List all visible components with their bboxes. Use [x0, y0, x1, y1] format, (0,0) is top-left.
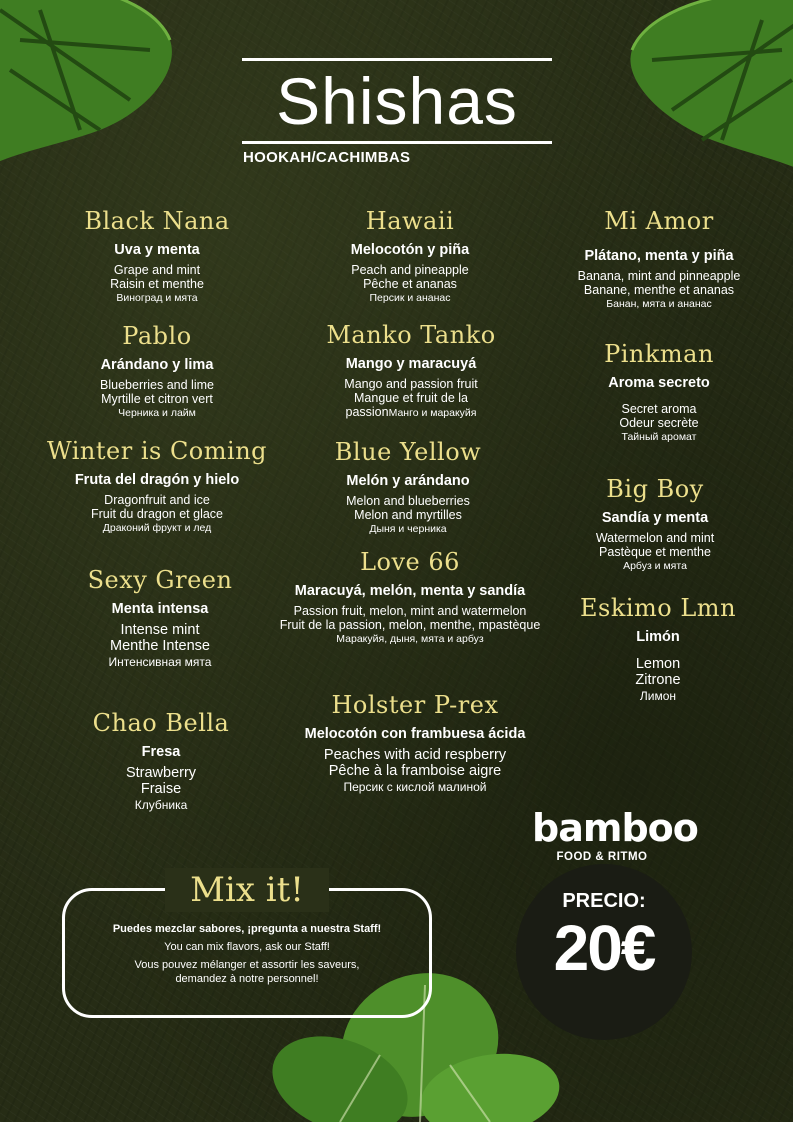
item-english: Dragonfruit and ice — [104, 493, 210, 507]
item-russian: Клубника — [134, 798, 188, 812]
menu-item-pablo — [100, 322, 214, 420]
item-french: Odeur secrète — [619, 416, 699, 430]
item-french: Banane, menthe et ananas — [583, 283, 735, 297]
item-spanish: Melón y arándano — [346, 473, 470, 489]
menu-item-black-nana — [84, 207, 229, 305]
item-english: Secret aroma — [621, 402, 697, 416]
mix-english: You can mix flavors, ask our Staff! — [164, 941, 330, 953]
item-french: Melon and myrtilles — [354, 508, 462, 522]
item-english: Grape and mint — [113, 263, 201, 277]
item-english: Mango and passion fruit — [344, 377, 478, 391]
menu-item-chao-bella — [93, 709, 230, 813]
item-russian: Дыня и черника — [369, 523, 447, 535]
price-value: 20€ — [553, 912, 655, 984]
mix-french-1: Vous pouvez mélanger et assortir les saveurs, — [134, 959, 360, 971]
brand-name: bamboo — [532, 806, 698, 850]
item-name: Holster P-rex — [331, 691, 499, 719]
item-english: Peaches with acid respberry — [323, 747, 507, 763]
item-english: Melon and blueberries — [346, 494, 470, 508]
item-russian: Персик с кислой малиной — [343, 780, 487, 794]
item-spanish: Melocotón y piña — [350, 242, 470, 258]
menu-item-pinkman — [604, 340, 714, 444]
item-russian: Черника и лайм — [118, 407, 196, 419]
item-name: Black Nana — [84, 207, 230, 235]
item-russian: Лимон — [639, 689, 677, 703]
item-english: Passion fruit, melon, mint and watermelon — [293, 604, 527, 618]
item-spanish: Uva y menta — [114, 242, 200, 258]
monstera-leaf-icon — [612, 0, 793, 180]
item-spanish: Fresa — [141, 744, 181, 760]
item-spanish: Limón — [636, 629, 680, 645]
menu-item-love-66 — [280, 548, 541, 646]
item-french: Mangue et fruit de la — [354, 391, 468, 405]
item-french: Raisin et menthe — [110, 277, 204, 291]
item-name: Manko Tanko — [326, 321, 496, 349]
menu-item-big-boy — [596, 475, 714, 573]
item-russian: Интенсивная мята — [108, 655, 212, 669]
item-french: Pêche à la framboise aigre — [328, 763, 502, 779]
item-french: Myrtille et citron vert — [101, 392, 213, 406]
menu-item-eskimo-lmn — [580, 594, 736, 704]
item-french: Menthe Intense — [110, 638, 210, 654]
menu-item-blue-yellow — [335, 438, 481, 536]
item-french: Fruit du dragon et glace — [90, 507, 224, 521]
brand-logo — [532, 806, 698, 863]
item-name: Pinkman — [604, 340, 714, 368]
item-name: Big Boy — [606, 475, 704, 503]
item-english: Blueberries and lime — [100, 378, 214, 392]
item-russian: Драконий фрукт и лед — [102, 522, 212, 534]
item-spanish: Maracuyá, melón, menta y sandía — [294, 583, 526, 599]
menu-item-mi-amor — [578, 207, 741, 311]
item-french: Zitrone — [635, 672, 681, 688]
brand-tagline: FOOD & RITMO — [556, 851, 648, 863]
item-spanish: Menta intensa — [111, 601, 209, 617]
page-title: Shishas — [276, 64, 518, 138]
item-name: Mi Amor — [604, 207, 714, 235]
item-english: Peach and pineapple — [351, 263, 469, 277]
item-russian: Арбуз и мята — [623, 560, 687, 572]
item-english: Lemon — [635, 656, 681, 672]
item-name: Hawaii — [365, 207, 455, 235]
item-french: Pastèque et menthe — [599, 545, 711, 559]
item-spanish: Melocotón con frambuesa ácida — [304, 726, 526, 742]
price-badge — [516, 864, 692, 1040]
item-english: Watermelon and mint — [595, 531, 715, 545]
item-spanish: Sandía y menta — [601, 510, 709, 526]
menu-item-sexy-green — [88, 566, 233, 670]
item-name: Winter is Coming — [46, 437, 268, 465]
item-french-2: passion — [345, 405, 389, 419]
item-russian: Маракуйя, дыня, мята и арбуз — [336, 633, 484, 645]
menu-item-winter-is-coming — [47, 437, 267, 535]
item-name: Chao Bella — [92, 709, 230, 737]
item-name: Eskimo Lmn — [579, 594, 737, 622]
item-russian: Банан, мята и ананас — [606, 298, 712, 310]
item-name: Love 66 — [360, 548, 460, 576]
page-subtitle: HOOKAH/CACHIMBAS — [243, 149, 411, 166]
item-russian: Персик и ананас — [369, 292, 451, 304]
item-russian: Тайный аромат — [621, 431, 697, 443]
menu-item-holster-p-rex — [305, 691, 526, 795]
mix-text — [62, 922, 432, 986]
item-spanish: Fruta del dragón y hielo — [74, 472, 240, 488]
monstera-leaf-icon — [0, 0, 190, 180]
title-block — [242, 58, 552, 144]
item-spanish: Aroma secreto — [608, 375, 710, 391]
menu-item-manko-tanko — [326, 321, 495, 420]
item-spanish: Plátano, menta y piña — [584, 248, 734, 264]
item-spanish: Mango y maracuyá — [345, 356, 477, 372]
item-french: Fruit de la passion, melon, menthe, mpastèque — [279, 618, 541, 632]
item-english: Intense mint — [120, 622, 200, 638]
item-english: Strawberry — [125, 765, 197, 781]
item-english: Banana, mint and pinneapple — [577, 269, 741, 283]
menu-item-hawaii — [351, 207, 469, 305]
item-french-cont — [326, 405, 495, 420]
mix-spanish: Puedes mezclar sabores, ¡pregunta a nuestra Staff! — [112, 923, 382, 935]
item-spanish: Arándano y lima — [100, 357, 214, 373]
item-name: Pablo — [122, 322, 192, 350]
item-french: Fraise — [140, 781, 182, 797]
item-russian: Манго и маракуйя — [388, 407, 477, 419]
title-rule-top — [242, 58, 552, 61]
item-name: Sexy Green — [87, 566, 233, 594]
price-label: PRECIO: — [562, 890, 646, 912]
mix-french-2: demandez à notre personnel! — [175, 973, 319, 985]
title-rule-bottom — [242, 141, 552, 144]
item-russian: Виноград и мята — [116, 292, 198, 304]
item-french: Pêche et ananas — [363, 277, 457, 291]
item-name: Blue Yellow — [334, 438, 482, 466]
mix-title: Mix it! — [165, 868, 329, 912]
